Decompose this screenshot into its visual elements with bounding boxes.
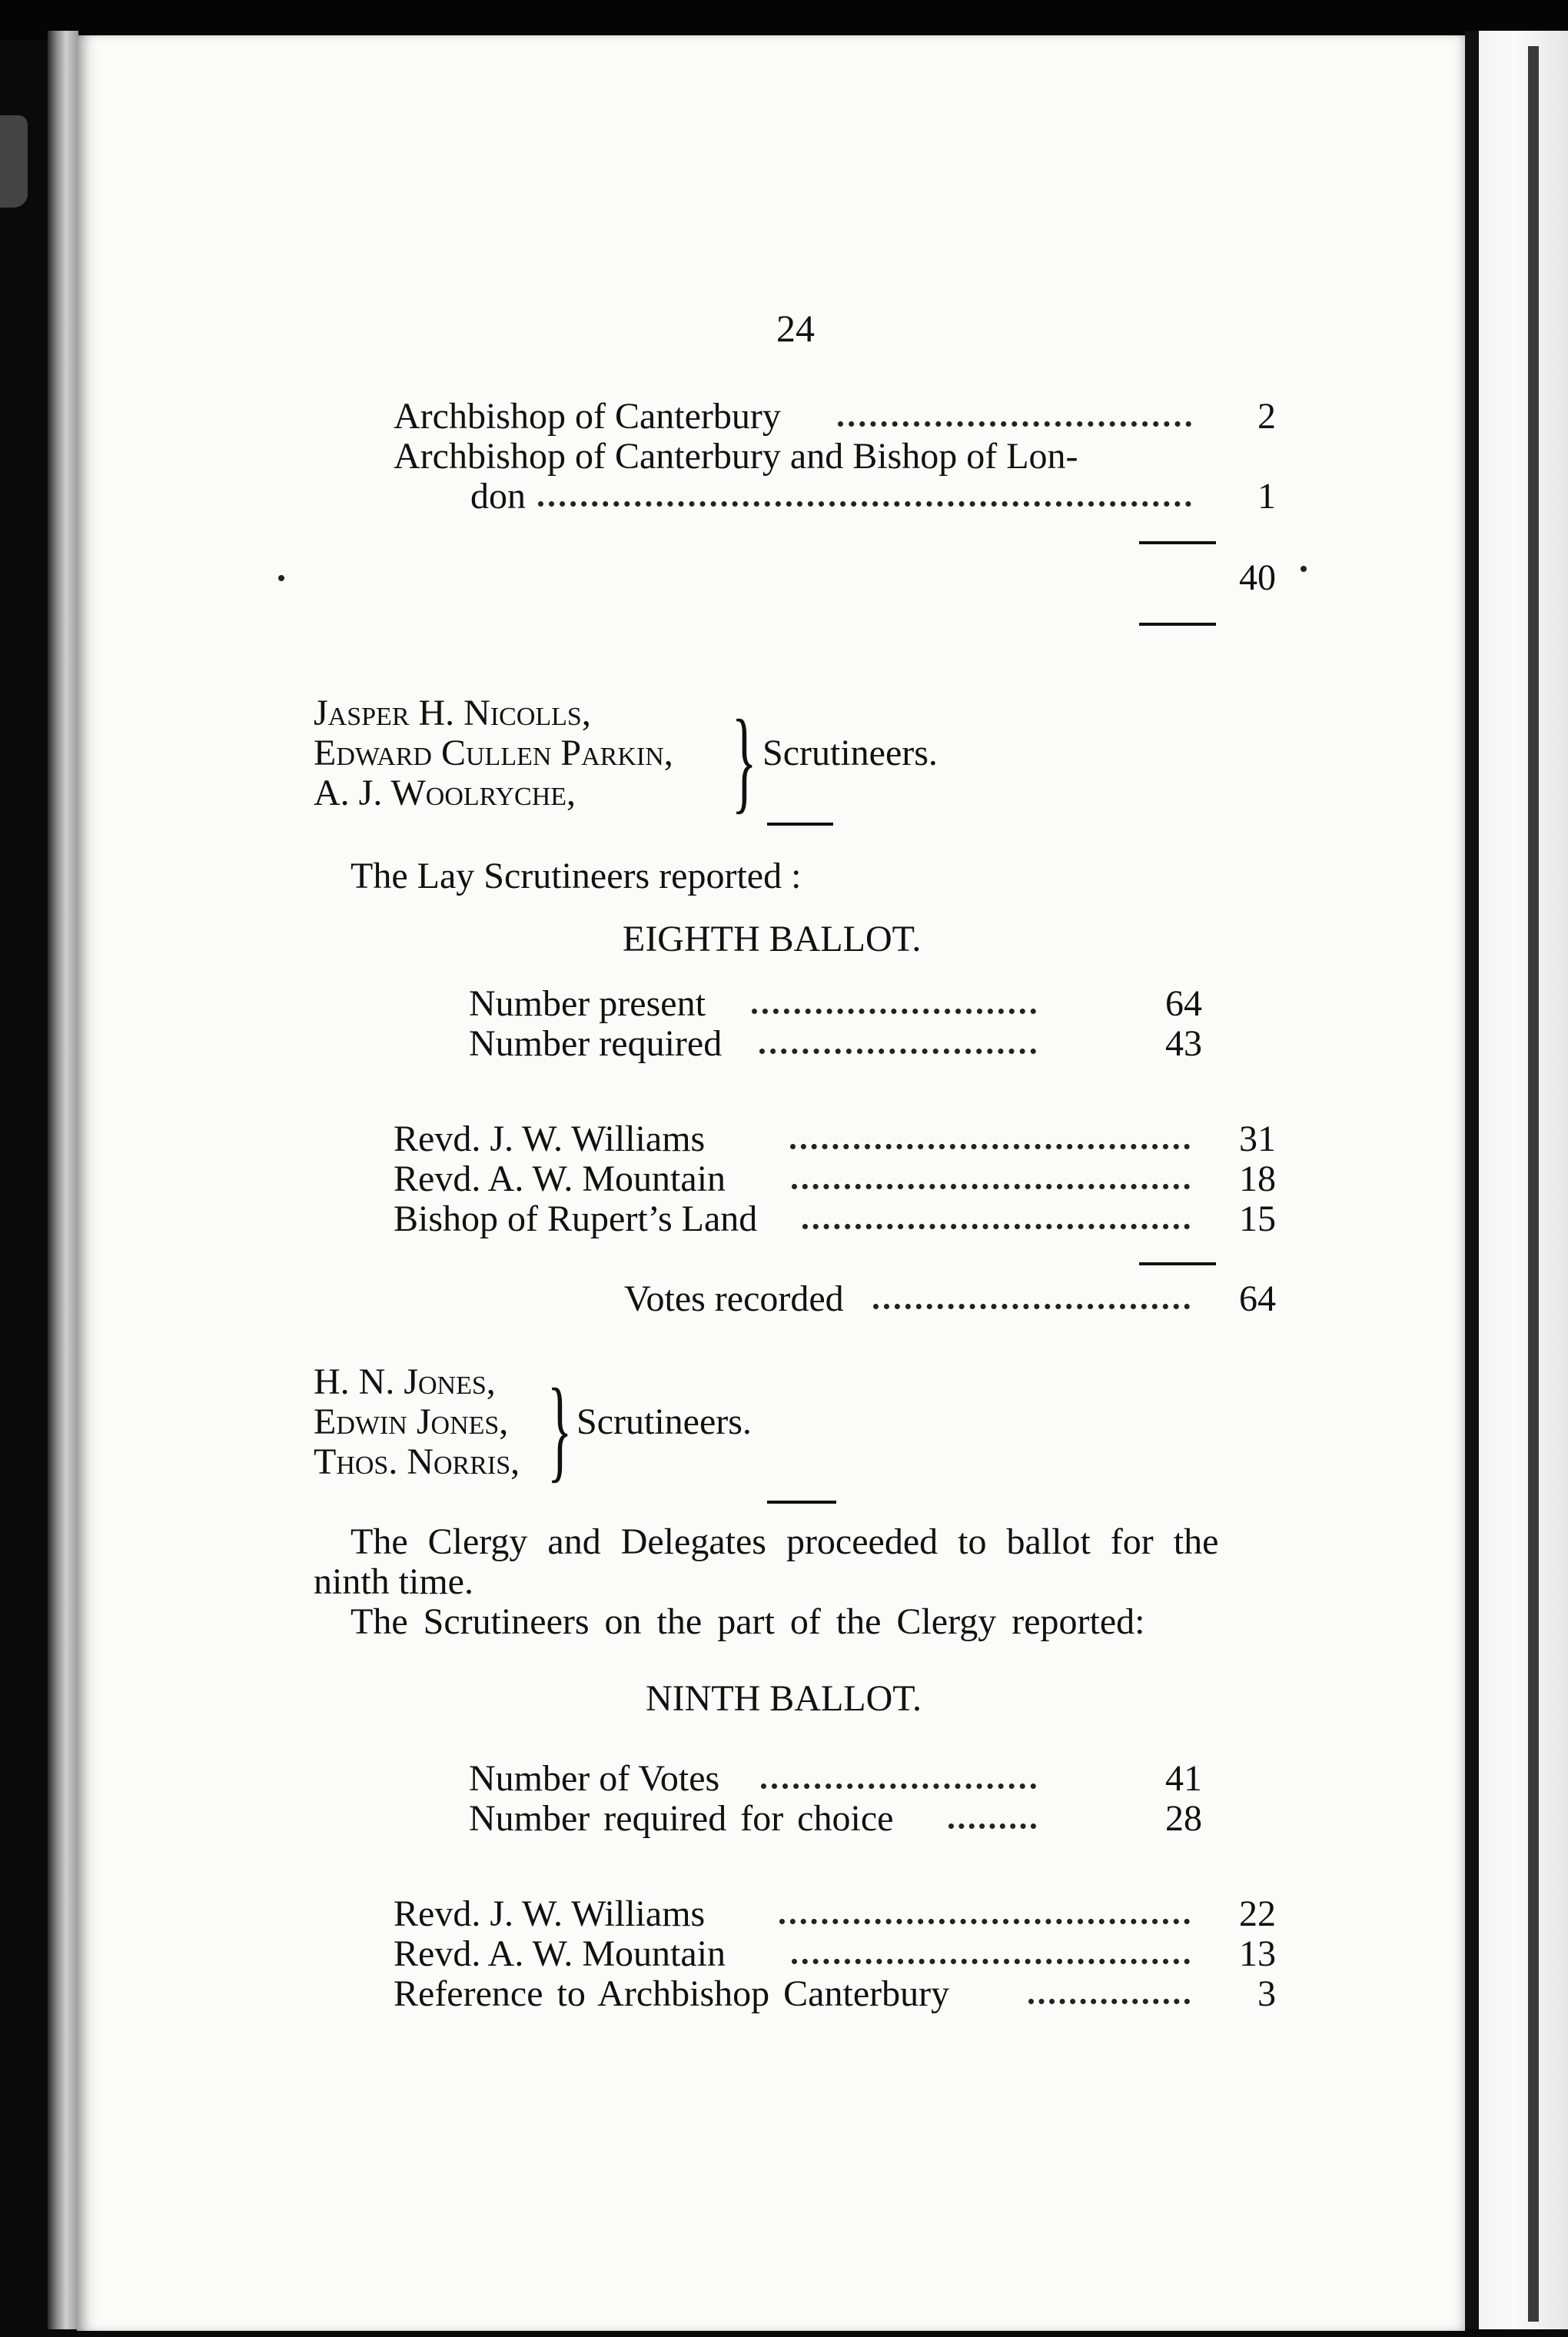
dot-leader xyxy=(538,497,1191,507)
dot-leader xyxy=(792,1179,1190,1189)
stat-label: Number required for choice xyxy=(469,1798,894,1839)
candidate-votes: 18 xyxy=(1239,1159,1276,1199)
votes-recorded-label: Votes recorded xyxy=(624,1278,844,1319)
stat-value: 43 xyxy=(1165,1023,1202,1064)
right-brace: } xyxy=(732,696,757,824)
scrutineers-role: Scrutineers. xyxy=(762,733,938,773)
stat-value: 41 xyxy=(1165,1758,1202,1799)
entry-label: Archbishop of Canterbury and Bishop of Lon- xyxy=(394,436,1078,477)
dot-leader xyxy=(873,1299,1190,1309)
scrutineer-name: Thos. Norris, xyxy=(314,1441,520,1482)
candidate-label: Revd. J. W. Williams xyxy=(394,1893,706,1934)
ballot-heading: NINTH BALLOT. xyxy=(646,1678,922,1719)
candidate-label: Revd. J. W. Williams xyxy=(394,1119,706,1159)
scrutineer-name: Jasper H. Nicolls, xyxy=(314,693,591,733)
scrutineer-name: H. N. Jones, xyxy=(314,1361,496,1402)
dot-leader xyxy=(790,1139,1190,1149)
candidate-votes: 13 xyxy=(1239,1933,1276,1974)
section-rule xyxy=(767,823,833,826)
stat-label: Number required xyxy=(469,1023,723,1064)
scrutineer-name: A. J. Woolryche, xyxy=(314,773,576,813)
dot-leader xyxy=(838,417,1191,427)
candidate-votes: 15 xyxy=(1239,1198,1276,1239)
stat-label: Number present xyxy=(469,983,706,1024)
votes-recorded-value: 64 xyxy=(1239,1278,1276,1319)
dot-leader xyxy=(948,1819,1036,1829)
candidate-votes: 3 xyxy=(1257,1973,1276,2014)
stat-value: 28 xyxy=(1165,1798,1202,1839)
sum-rule xyxy=(1139,623,1216,626)
candidate-label: Bishop of Rupert’s Land xyxy=(394,1198,758,1239)
candidate-votes: 22 xyxy=(1239,1893,1276,1934)
dot-leader xyxy=(1028,1994,1190,2004)
total-value: 40 xyxy=(1239,557,1276,598)
scrutineer-name: Edward Cullen Parkin, xyxy=(314,733,673,773)
dot-leader xyxy=(779,1914,1190,1924)
entry-value: 1 xyxy=(1257,476,1276,517)
adjacent-page-edge xyxy=(1479,31,1568,2329)
page-number: 24 xyxy=(776,307,815,350)
candidate-label: Revd. A. W. Mountain xyxy=(394,1159,726,1199)
scan-torn-edge xyxy=(0,115,28,208)
section-rule xyxy=(767,1501,836,1504)
dot-leader xyxy=(802,1219,1190,1229)
candidate-label: Reference to Archbishop Canterbury xyxy=(394,1973,950,2014)
entry-value: 2 xyxy=(1257,396,1276,437)
paragraph-text: ninth time. xyxy=(314,1561,473,1602)
scrutineer-name: Edwin Jones, xyxy=(314,1401,509,1442)
stat-value: 64 xyxy=(1165,983,1202,1024)
dot-leader xyxy=(792,1954,1190,1964)
sum-rule xyxy=(1139,541,1216,544)
dot-leader xyxy=(761,1779,1036,1789)
scrutineers-role: Scrutineers. xyxy=(576,1401,752,1442)
entry-label: Archbishop of Canterbury xyxy=(394,396,781,437)
dot-leader xyxy=(752,1004,1036,1014)
stat-label: Number of Votes xyxy=(469,1758,720,1799)
ink-speck xyxy=(278,575,284,581)
book-spine-edge xyxy=(48,31,78,2329)
candidate-votes: 31 xyxy=(1239,1119,1276,1159)
paragraph-text: The Clergy and Delegates proceeded to ballot for the xyxy=(350,1521,1219,1562)
ink-speck xyxy=(1301,566,1307,572)
paragraph-text: The Scrutineers on the part of the Clergy reported: xyxy=(350,1601,1145,1642)
scan-top-border xyxy=(0,0,1568,40)
ballot-heading: EIGHTH BALLOT. xyxy=(623,919,922,959)
page-gutter xyxy=(1465,31,1479,2329)
lay-report-text: The Lay Scrutineers reported : xyxy=(350,856,802,896)
dot-leader xyxy=(759,1044,1036,1054)
sum-rule xyxy=(1139,1262,1216,1265)
entry-label-continued: don xyxy=(470,476,526,517)
right-brace: } xyxy=(547,1365,573,1493)
book-page xyxy=(77,35,1465,2331)
adjacent-page-rule xyxy=(1528,46,1539,2322)
candidate-label: Revd. A. W. Mountain xyxy=(394,1933,726,1974)
